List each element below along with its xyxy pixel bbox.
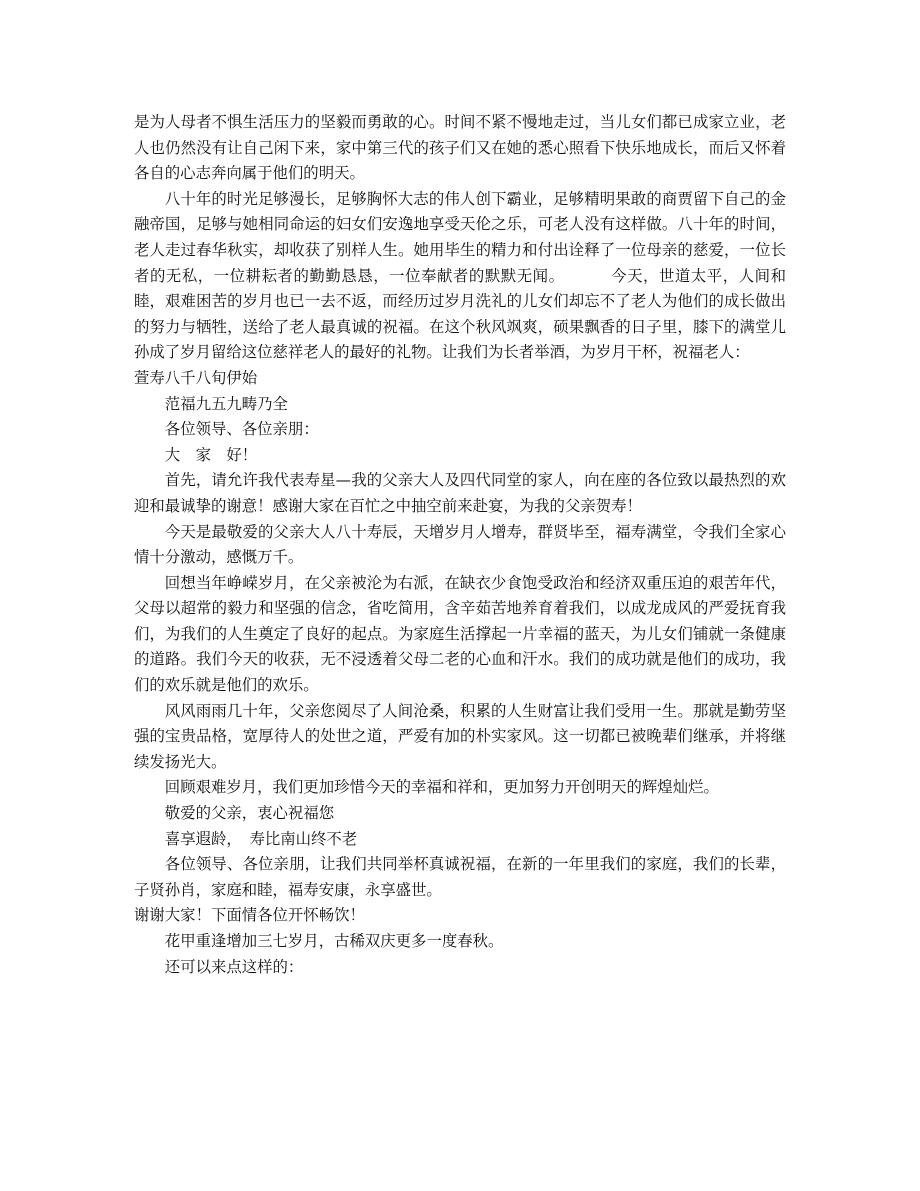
paragraph-peaceful-times-text: 今天，世道太平，人间和睦，艰难困苦的岁月也已一去不返，而经历过岁月洗礼的儿女们却忘不了老人为他们的成长做出的努力与牺牲，送给了老人最真诚的祝福。在这个秋风飒爽，硕果飘香的日子里，膝下的满堂儿孙成了岁月留给这位慈祥老人的最好的礼物。让我们为长者举酒，为岁月干杯，祝福老人： [134, 266, 786, 362]
couplet-line-2: 范福九五九畴乃全 [164, 394, 288, 413]
paragraph-decades: 风风雨雨几十年，父亲您阅尽了人间沧桑，积累的人生财富让我们受用一生。那就是勤劳坚强的宝贵品格，宽厚待人的处世之道，严爱有加的朴实家风。这一切都已被晚辈们继承，并将继续发扬光大。 [134, 701, 786, 771]
blessing-line-2: 喜享遐龄， 寿比南山终不老 [164, 829, 358, 848]
paragraph-cherish: 回顾艰难岁月，我们更加珍惜今天的幸福和祥和，更加努力开创明天的辉煌灿烂。 [164, 778, 719, 797]
couplet-sixty: 花甲重逢增加三七岁月，古稀双庆更多一度春秋。 [164, 932, 504, 950]
paragraph-eighty-years [134, 187, 786, 366]
thanks-line: 谢谢大家！下面情各位开怀畅饮！ [134, 906, 365, 925]
paragraph-birthday: 今天是最敬爱的父亲大人八十寿辰，天增岁月人增寿，群贤毕至，福寿满堂，令我们全家心情十分激动，感慨万千。 [134, 522, 786, 567]
paragraph-recall: 回想当年峥嵘岁月，在父亲被沦为右派，在缺衣少食饱受政治和经济双重压迫的艰苦年代，父母以超常的毅力和坚强的信念，省吃简用，含辛茹苦地养育着我们，以成龙成风的严爱抚育我们，为我们的人生奠定了良好的起点。为家庭生活撑起一片幸福的蓝天，为儿女们铺就一条健康的道路。我们今天的收获，无不浸透着父母二老的心血和汗水。我们的成功就是他们的成功，我们的欢乐就是他们的欢乐。 [134, 573, 786, 695]
paragraph-welcome: 首先，请允许我代表寿星—我的父亲大人及四代同堂的家人，向在座的各位致以最热烈的欢迎和最诚挚的谢意！感谢大家在百忙之中抽空前来赴宴，为我的父亲贺寿！ [134, 471, 786, 515]
salutation: 各位领导、各位亲朋： [164, 420, 319, 439]
document-page [134, 110, 786, 980]
couplet-line-1: 萱寿八千八旬伊始 [134, 368, 258, 387]
paragraph-eighty-years-text: 八十年的时光足够漫长，足够胸怀大志的伟人创下霸业，足够精明果敢的商贾留下自己的金融帝国，足够与她相同命运的妇女们安逸地享受天伦之乐，可老人没有这样做。八十年的时间，老人走过春华秋实，却收获了别样人生。她用毕生的精力和付出诠释了一位母亲的慈爱，一位长者的无私，一位耕耘者的勤勤恳恳，一位奉献者的默默无闻。 [134, 189, 786, 285]
closing-line: 还可以来点这样的： [164, 957, 304, 976]
blessing-line-1: 敬爱的父亲，衷心祝福您 [164, 804, 335, 823]
greeting: 大 家 好！ [164, 445, 258, 464]
paragraph-toast: 各位领导、各位亲朋，让我们共同举杯真诚祝福，在新的一年里我们的家庭，我们的长辈，子贤孙肖，家庭和睦，福寿安康，永享盛世。 [134, 855, 786, 899]
paragraph-mother-courage: 是为人母者不惧生活压力的坚毅而勇敢的心。时间不紧不慢地走过，当儿女们都已成家立业，老人也仍然没有让自己闲下来，家中第三代的孩子们又在她的悉心照看下快乐地成长，而后又怀着各自的心志奔向属于他们的明天。 [134, 113, 786, 183]
